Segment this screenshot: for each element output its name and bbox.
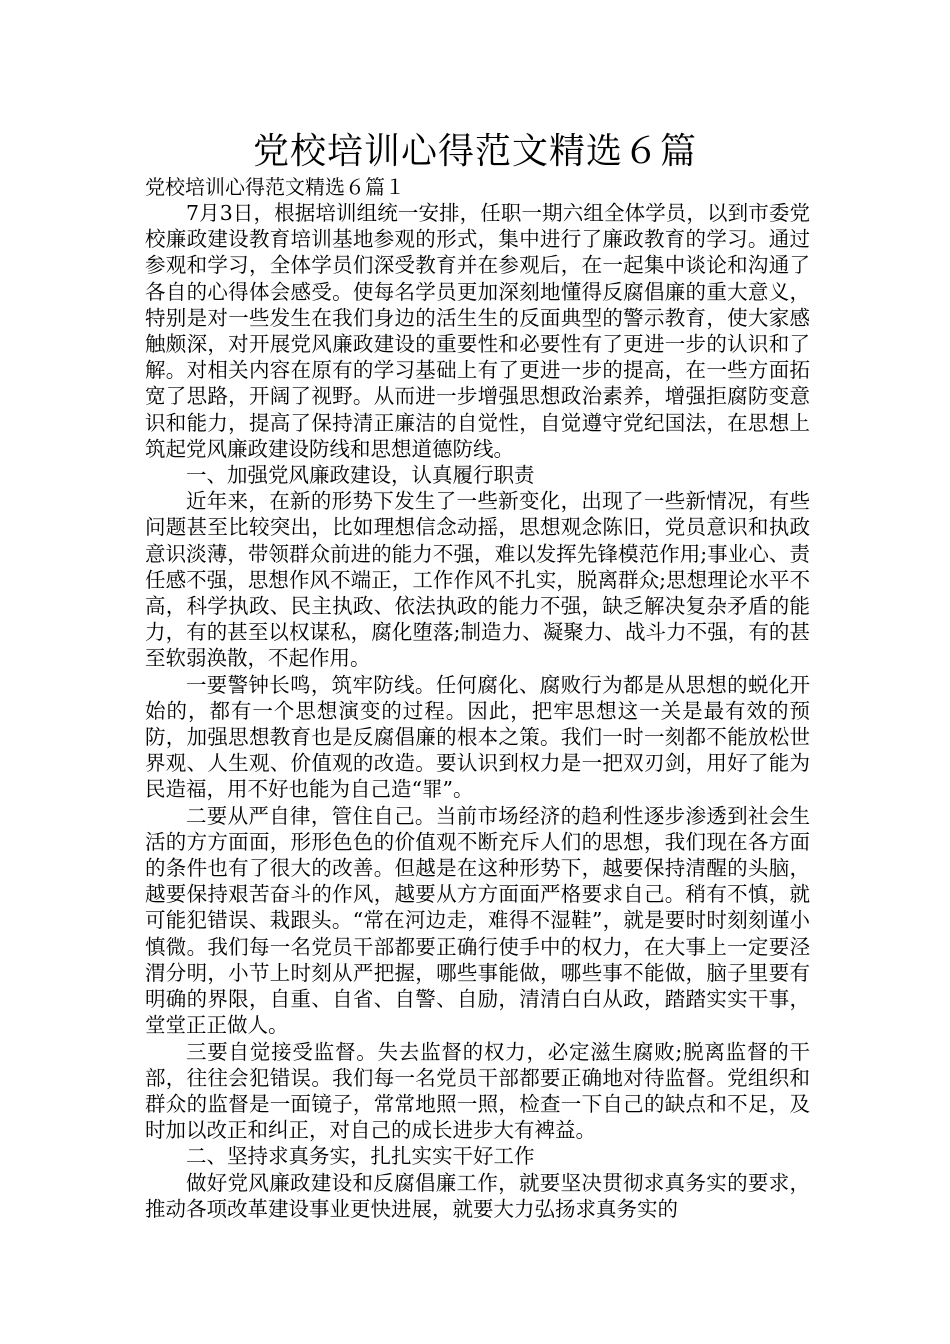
- paragraph-point-3: 三要自觉接受监督。失去监督的权力，必定滋生腐败;脱离监督的干部，往往会犯错误。我们每一名党员干部都要正确地对待监督。党组织和群众的监督是一面镜子，常常地照一照，检查一下自己的缺点和不足，及时加以改正和纠正，对自己的成长进步大有裨益。: [145, 1039, 810, 1143]
- document-title: 党校培训心得范文精选６篇: [252, 131, 697, 172]
- document-body: [145, 174, 810, 1222]
- paragraph-intro: 7月3日，根据培训组统一安排，任职一期六组全体学员，以到市委党校廉政建设教育培训基地参观的形式，集中进行了廉政教育的学习。通过参观和学习，全体学员们深受教育并在参观后，在一起集中谈论和沟通了各自的心得体会感受。使每名学员更加深刻地懂得反腐倡廉的重大意义，特别是对一些发生在我们身边的活生生的反面典型的警示教育，使大家感触颇深，对开展党风廉政建设的重要性和必要性有了更进一步的认识和了解。对相关内容在原有的学习基础上有了更进一步的提高，在一些方面拓宽了思路，开阔了视野。从而进一步增强思想政治素养，增强拒腐防变意识和能力，提高了保持清正廉洁的自觉性，自觉遵守党纪国法，在思想上筑起党风廉政建设防线和思想道德防线。: [145, 201, 810, 461]
- paragraph-section-2: 做好党风廉政建设和反腐倡廉工作，就要坚决贯彻求真务实的要求，推动各项改革建设事业更快进展，就要大力弘扬求真务实的: [145, 1170, 810, 1221]
- paragraph-point-1: 一要警钟长鸣，筑牢防线。任何腐化、腐败行为都是从思想的蜕化开始的，都有一个思想演变的过程。因此，把牢思想这一关是最有效的预防，加强思想教育也是反腐倡廉的根本之策。我们一时一刻都不能放松世界观、人生观、价值观的改造。要认识到权力是一把双刃剑，用好了能为民造福，用不好也能为自己造“罪”。: [145, 672, 810, 802]
- document-subtitle: 党校培训心得范文精选６篇１: [145, 175, 405, 199]
- section-heading-1: 一、加强党风廉政建设，认真履行职责: [186, 463, 535, 488]
- section-heading-2: 二、坚持求真务实，扎扎实实干好工作: [186, 1144, 535, 1169]
- paragraph-situation: 近年来，在新的形势下发生了一些新变化，出现了一些新情况，有些问题甚至比较突出，比如理想信念动摇，思想观念陈旧，党员意识和执政意识淡薄，带领群众前进的能力不强，难以发挥先锋模范作用;事业心、责任感不强，思想作风不端正，工作作风不扎实，脱离群众;思想理论水平不高，科学执政、民主执政、依法执政的能力不强，缺乏解决复杂矛盾的能力，有的甚至以权谋私，腐化堕落;制造力、凝聚力、战斗力不强，有的甚至软弱涣散，不起作用。: [145, 489, 810, 671]
- paragraph-point-2: 二要从严自律，管住自己。当前市场经济的趋利性逐步渗透到社会生活的方方面面，形形色色的价值观不断充斥人们的思想，我们现在各方面的条件也有了很大的改善。但越是在这种形势下，越要保持清醒的头脑，越要保持艰苦奋斗的作风，越要从方方面面严格要求自己。稍有不慎，就可能犯错误、栽跟头。“常在河边走，难得不湿鞋”，就是要时时刻刻谨小慎微。我们每一名党员干部都要正确行使手中的权力，在大事上一定要泾渭分明，小节上时刻从严把握，哪些事能做，哪些事不能做，脑子里要有明确的界限，自重、自省、自警、自励，清清白白从政，踏踏实实干事，堂堂正正做人。: [145, 803, 810, 1038]
